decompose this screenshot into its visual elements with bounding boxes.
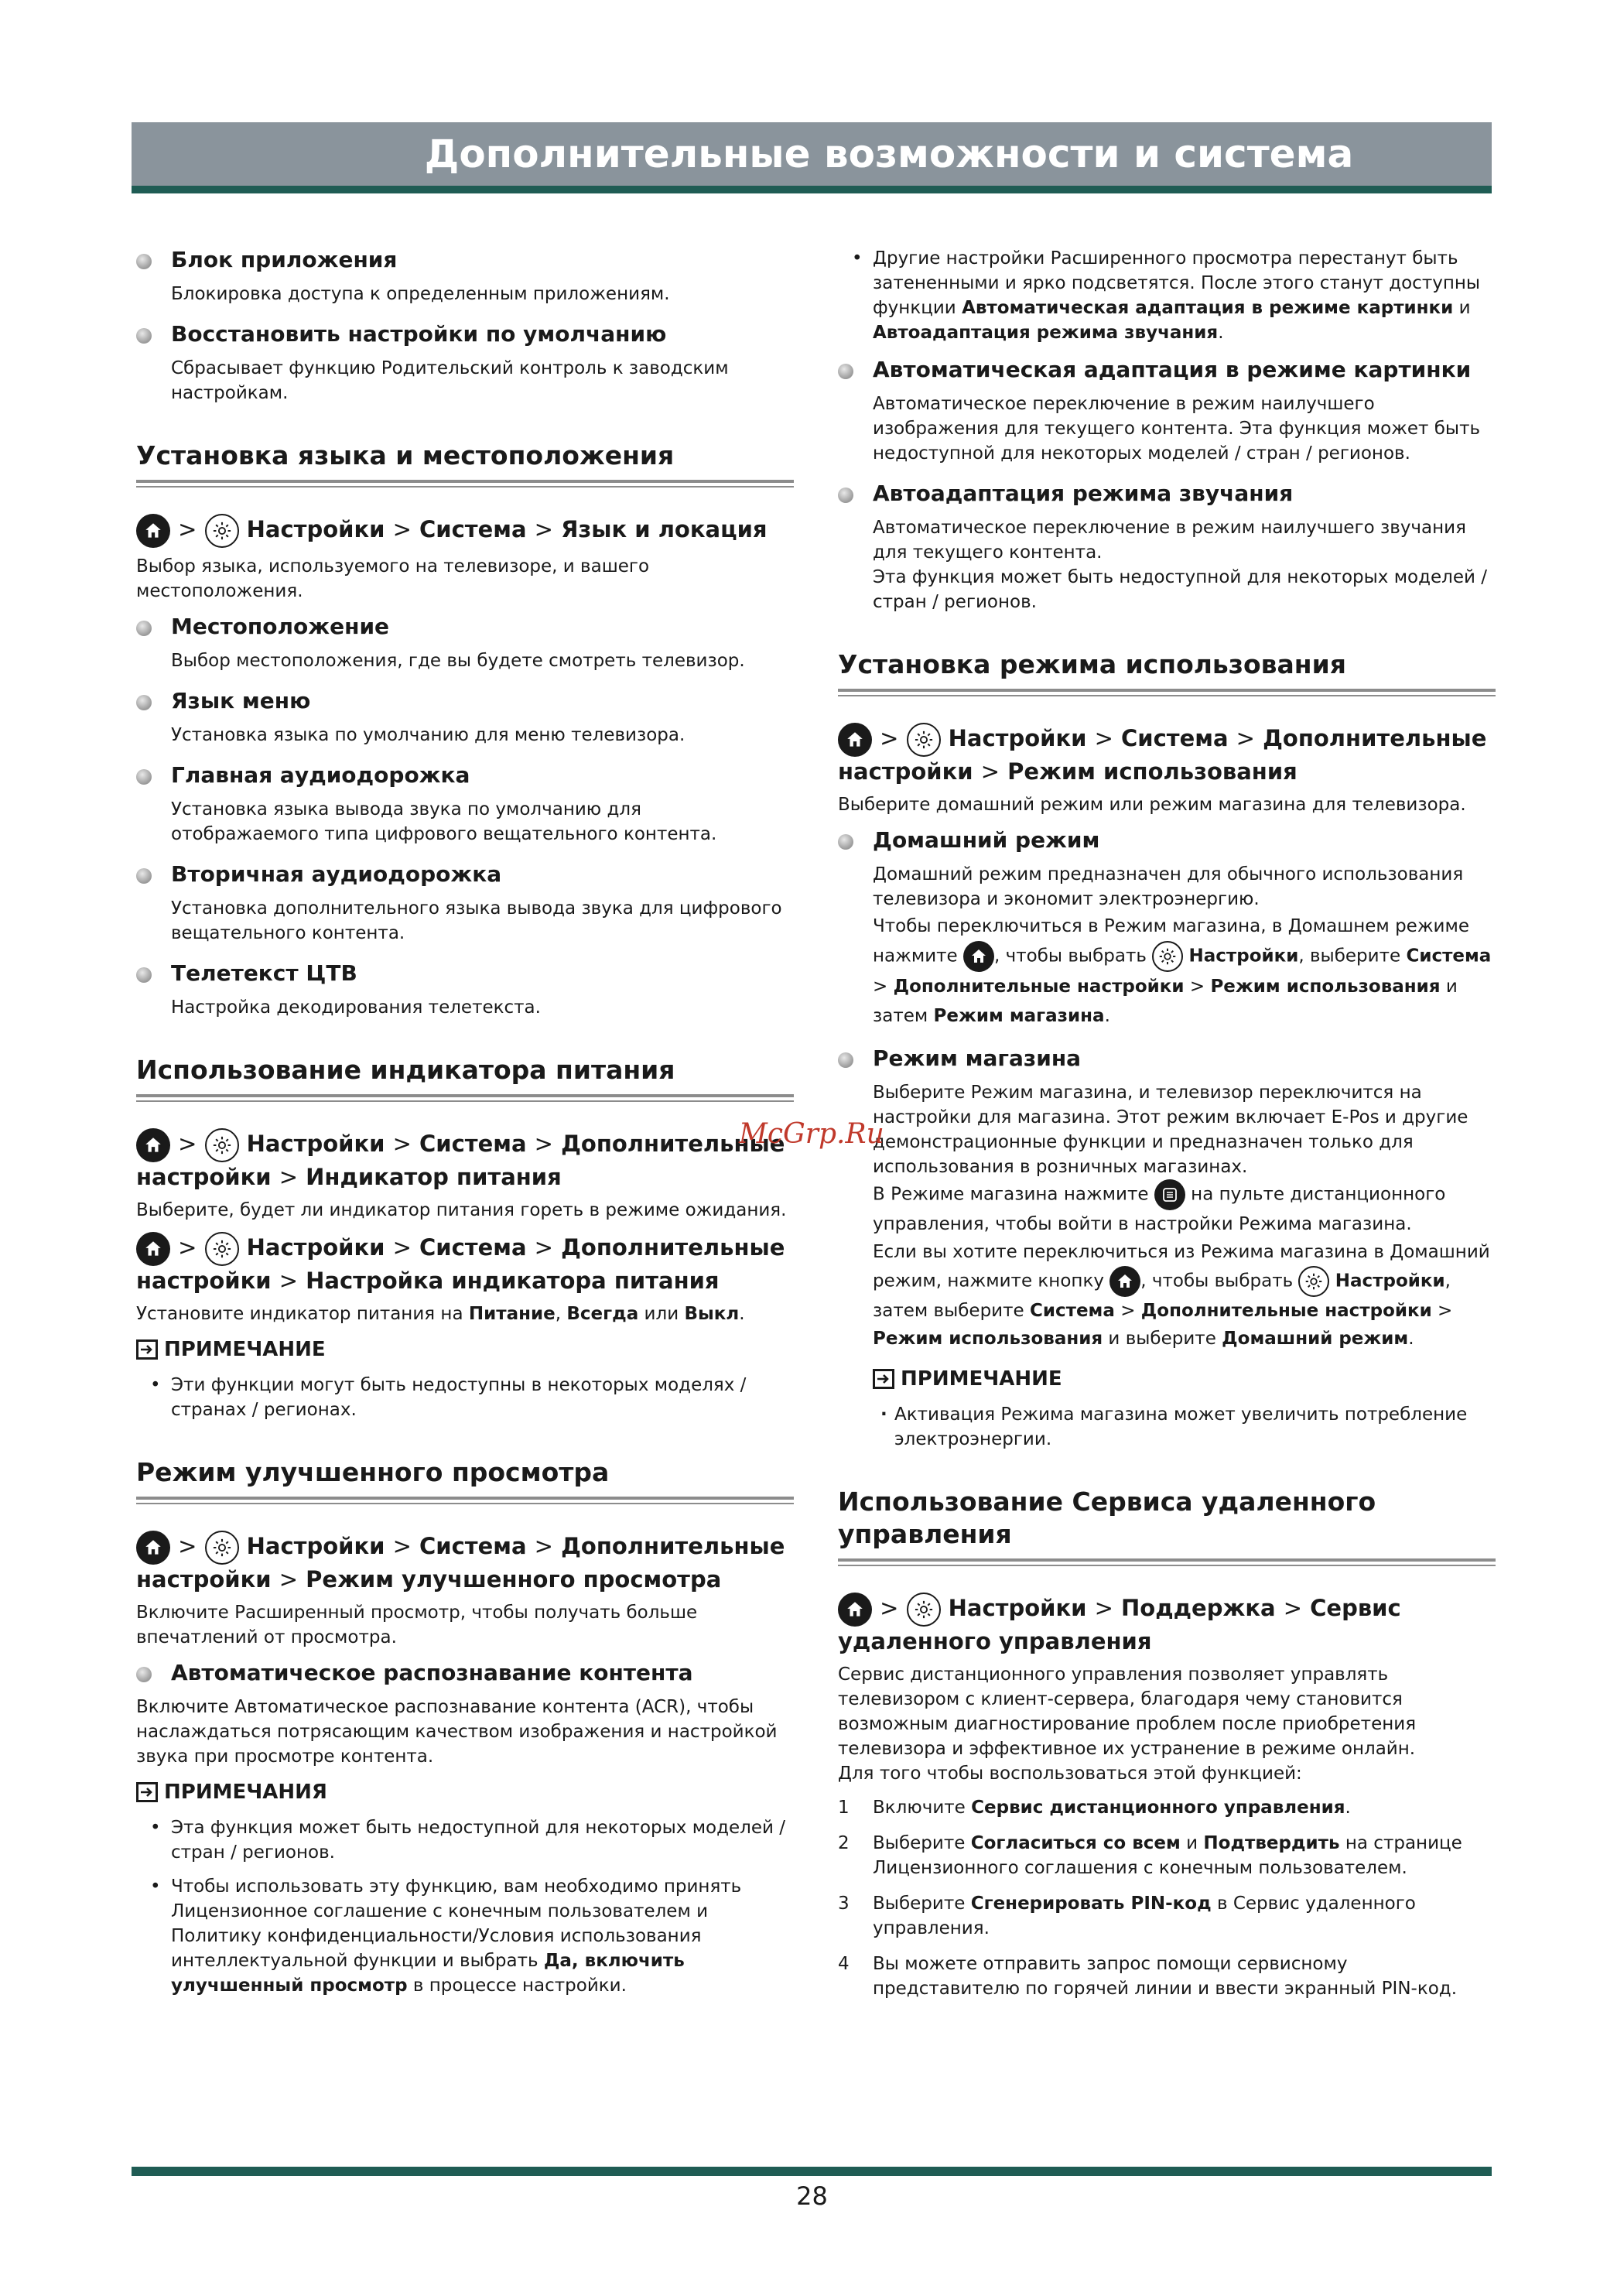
bullet-icon [838,834,853,850]
section-title-enhanced: Режим улучшенного просмотра [136,1456,794,1500]
item-title: Главная аудиодорожка [171,762,470,788]
page-header [132,122,1492,193]
item-desc: Если вы хотите переключиться из Режима магазина в Домашний режим, нажмите кнопку , чтобы выбрать Настройки, затем выберите Система > Дополнительные настройки > Режим использования и выберите Домашний режим. [873,1242,1490,1349]
left-column [136,246,794,2007]
item-desc: В Режиме магазина нажмите на пульте дистанционного управления, чтобы войти в настройки Режима магазина. [873,1179,1496,1238]
note-arrow-icon [873,1369,894,1389]
settings-path: > Настройки > Система > Дополнительные настройки > Настройка индикатора питания [136,1232,794,1295]
item-desc: Выберите Режим магазина, и телевизор переключится на настройки для магазина. Этот режим включает E-Pos и другие демонстрационные функции и предназначен только для использования в розничных магазинах. [873,1083,1468,1177]
item-title: Домашний режим [873,827,1100,853]
settings-path: > Настройки > Система > Дополнительные настройки > Режим использования [838,723,1496,786]
item-title: Автоматическое распознавание контента [171,1660,693,1685]
step-item: 4 Вы можете отправить запрос помощи сервисному представителю по горячей линии и ввести экранный PIN-код. [838,1954,1458,1999]
note-list [136,1815,794,1998]
list-item [838,480,1496,614]
item-title: Местоположение [171,614,390,639]
bullet-icon [136,621,152,636]
bullet-icon [136,967,152,983]
bullet-list [838,246,1496,345]
list-item [136,960,794,1020]
steps-list [838,1795,1496,2001]
bullet-icon [838,1052,853,1068]
note-item: • Чтобы использовать эту функцию, вам необходимо принять Лицензионное соглашение с конечным пользователем и Политику конфиденциальности/Условия использования интеллектуальной функции и выбрать Да, включить улучшенный просмотр в процессе настройки. [136,1874,794,1998]
gear-icon [907,723,941,757]
page-number: 28 [796,2181,828,2211]
home-icon [838,1593,872,1627]
section-intro: Выбор языка, используемого на телевизоре, и вашего местоположения. [136,556,650,601]
section-intro: Выберите домашний режим или режим магазина для телевизора. [838,795,1466,815]
bullet-icon [136,1667,152,1682]
item-title: Телетекст ЦТВ [171,960,357,986]
section-title-usage: Установка режима использования [838,648,1496,692]
step-item: 2 Выберите Согласиться со всем и Подтвердить на странице Лицензионного соглашения с конечным пользователем. [838,1833,1462,1878]
home-icon [1109,1266,1140,1297]
note-item: • Эти функции могут быть недоступны в некоторых моделях / странах / регионах. [136,1373,794,1422]
right-column [838,246,1496,2012]
section-text: Для того чтобы воспользоваться этой функцией: [838,1764,1302,1784]
watermark: McGrp.Ru [739,1118,884,1150]
gear-icon [205,1232,239,1266]
settings-path: > Настройки > Система > Дополнительные настройки > Режим улучшенного просмотра [136,1531,794,1594]
item-desc: Установка дополнительного языка вывода звука для цифрового вещательного контента. [171,898,782,943]
bullet-icon [136,254,152,269]
item-desc: Чтобы переключиться в Режим магазина, в Домашнем режиме нажмите , чтобы выбрать Настройки, выберите Система > Дополнительные настройки > Режим использования и затем Режим магазина. [873,916,1492,1026]
note-item: • Эта функция может быть недоступной для некоторых моделей / стран / регионов. [136,1815,794,1865]
item-desc: Установка языка вывода звука по умолчанию для отображаемого типа цифрового вещательного контента. [171,799,717,844]
list-item [136,761,794,847]
list-item [136,1659,794,1687]
item-desc: Автоматическое переключение в режим наилучшего звучания для текущего контента. [873,518,1466,563]
home-icon [136,1232,170,1266]
page-title: Дополнительные возможности и система [424,132,1354,176]
home-icon [838,723,872,757]
bullet-icon [838,364,853,379]
gear-icon [1298,1266,1329,1297]
item-desc: Установка языка по умолчанию для меню телевизора. [171,725,685,745]
step-item: 3 Выберите Сгенерировать PIN-код в Сервис удаленного управления. [838,1894,1416,1938]
gear-icon [1152,941,1183,972]
gear-icon [205,1128,239,1162]
gear-icon [205,514,239,548]
item-desc: Блокировка доступа к определенным приложениям. [171,284,670,304]
item-title: Автоматическая адаптация в режиме картинки [873,357,1472,382]
item-title: Режим магазина [873,1045,1082,1071]
note-list [838,1402,1496,1452]
settings-path: > Настройки > Система > Дополнительные настройки > Индикатор питания [136,1128,794,1192]
item-desc: Сбрасывает функцию Родительский контроль к заводским настройкам. [171,358,729,403]
bullet-icon [136,328,152,344]
note-heading: ПРИМЕЧАНИЕ [136,1337,794,1362]
list-item [838,1045,1496,1353]
note-list [136,1373,794,1422]
section-text: Установите индикатор питания на Питание, Всегда или Выкл. [136,1304,745,1324]
section-intro: Включите Расширенный просмотр, чтобы получать больше впечатлений от просмотра. [136,1603,698,1647]
section-title-language: Установка языка и местоположения [136,440,794,483]
item-title: Блок приложения [171,247,398,272]
bullet-icon [838,488,853,503]
list-item [136,246,794,306]
home-icon [136,1128,170,1162]
section-title-remote: Использование Сервиса удаленного управления [838,1486,1496,1562]
note-arrow-icon [136,1782,158,1802]
section-intro: Сервис дистанционного управления позволяет управлять телевизором с клиент-сервера, благодаря чему становится возможным диагностирование проблем после приобретения телевизора и эффективное их устранение в режиме онлайн. [838,1664,1417,1759]
gear-icon [907,1593,941,1627]
list-item [136,687,794,748]
item-desc: Домашний режим предназначен для обычного использования телевизора и экономит электроэнергию. [873,864,1464,909]
section-text: Выберите, будет ли индикатор питания гореть в режиме ожидания. [136,1200,787,1220]
item-desc: Настройка декодирования телетекста. [171,997,541,1018]
item-title: Вторичная аудиодорожка [171,861,502,887]
item-title: Восстановить настройки по умолчанию [171,321,667,347]
section-text: Включите Автоматическое распознавание контента (ACR), чтобы наслаждаться потрясающим качеством изображения и настройкой звука при просмотре контента. [136,1697,778,1767]
item-desc: Выбор местоположения, где вы будете смотреть телевизор. [171,651,745,671]
list-item: • Другие настройки Расширенного просмотра перестанут быть затененными и ярко подсветятся. После этого станут доступны функции Автоматическая адаптация в режиме картинки и Автоадаптация режима звучания. [838,246,1496,345]
menu-button-icon [1154,1179,1185,1210]
section-title-power: Использование индикатора питания [136,1054,794,1097]
step-item: 1 Включите Сервис дистанционного управления. [838,1798,1351,1818]
note-heading: ПРИМЕЧАНИЯ [136,1780,794,1805]
list-item [838,356,1496,466]
bullet-icon [136,868,152,884]
list-item [136,320,794,405]
item-title: Язык меню [171,688,311,713]
list-item [136,860,794,946]
home-icon [963,941,994,972]
item-title: Автоадаптация режима звучания [873,481,1294,506]
gear-icon [205,1531,239,1565]
settings-path: > Настройки > Поддержка > Сервис удаленного управления [838,1593,1496,1656]
list-item [838,826,1496,1031]
note-arrow-icon [136,1339,158,1360]
bullet-icon [136,695,152,710]
footer-bar [132,2167,1492,2176]
list-item [136,613,794,673]
note-heading: ПРИМЕЧАНИЕ [838,1367,1496,1391]
settings-path: > Настройки > Система > Язык и локация [136,514,794,548]
item-desc: Эта функция может быть недоступной для некоторых моделей / стран / регионов. [873,567,1488,612]
home-icon [136,1531,170,1565]
note-item: · Активация Режима магазина может увеличить потребление электроэнергии. [838,1402,1496,1452]
home-icon [136,514,170,548]
item-desc: Автоматическое переключение в режим наилучшего изображения для текущего контента. Эта функция может быть недоступной для некоторых моделей / стран / регионов. [873,394,1481,464]
bullet-icon [136,769,152,785]
